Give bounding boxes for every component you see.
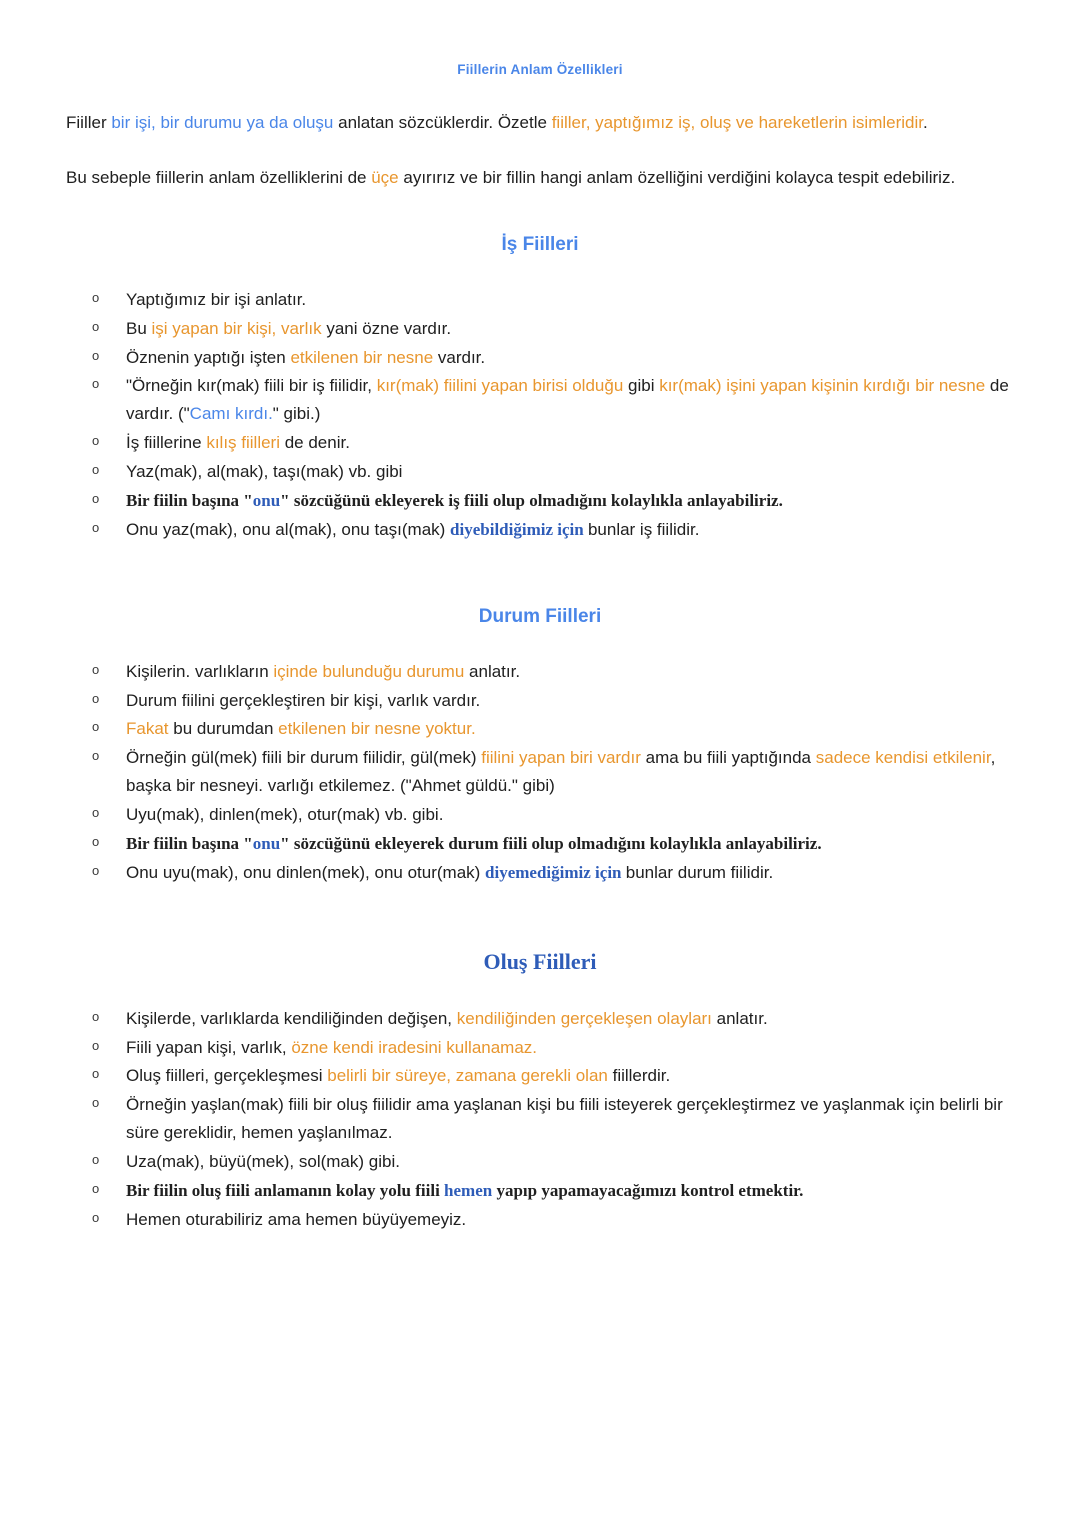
bullet-marker: o bbox=[92, 318, 100, 334]
text-run: Bir fiilin başına " bbox=[126, 490, 253, 510]
text-run: içinde bulunduğu durumu bbox=[273, 661, 470, 681]
text-run: etkilenen bir nesne bbox=[290, 347, 438, 367]
text-run: anlatır. bbox=[716, 1008, 768, 1028]
list-item bbox=[66, 801, 1014, 829]
text-run: yani özne vardır. bbox=[326, 318, 452, 338]
list-item bbox=[66, 859, 1014, 887]
bullet-marker: o bbox=[92, 748, 100, 764]
bullet-list bbox=[66, 286, 1014, 544]
bullet-marker: o bbox=[92, 433, 100, 449]
list-item bbox=[66, 1206, 1014, 1234]
text-run: Yaz(mak), al(mak), taşı(mak) vb. gibi bbox=[126, 462, 403, 481]
section-durum-fiilleri bbox=[66, 606, 1014, 887]
text-run: Yaptığımız bir işi anlatır. bbox=[126, 289, 307, 309]
text-run: İş fiillerine bbox=[126, 433, 207, 453]
list-item bbox=[66, 1005, 1014, 1033]
list-item bbox=[66, 715, 1014, 743]
text-run: Bir fiilin başına " bbox=[126, 833, 253, 853]
text-run: yapıp yapamayacağımızı kontrol etmektir. bbox=[492, 1180, 804, 1200]
bullet-marker: o bbox=[92, 661, 100, 677]
text-run: sadece kendisi etkilenir bbox=[815, 748, 991, 768]
list-item bbox=[66, 1062, 1014, 1090]
text-run: diyemediğimiz için bbox=[485, 862, 626, 882]
text-run: , başka bir nesneyi. varlığı etkilemez. ("Ahmet güldü." gibi) bbox=[126, 748, 1001, 796]
text-run: de denir. bbox=[284, 433, 350, 453]
list-item-text bbox=[126, 376, 1014, 423]
list-item-text bbox=[126, 863, 773, 882]
section-heading: Oluş Fiilleri bbox=[483, 948, 597, 974]
text-run: Oluş fiilleri, gerçekleşmesi bbox=[126, 1066, 328, 1086]
list-item bbox=[66, 1034, 1014, 1062]
section-heading: İş Fiilleri bbox=[501, 233, 579, 255]
text-run: " sözcüğünü ekleyerek iş fiili olup olmadığını kolaylıkla anlayabiliriz. bbox=[280, 490, 783, 510]
bullet-marker: o bbox=[92, 1008, 100, 1024]
text-run: Örneğin yaşlan(mak) fiili bir oluş fiilidir ama yaşlanan kişi bu fiili isteyerek gerçekleştirmez ve yaşlanmak için belirli bir süre gereklidir, hemen yaşlanılmaz. bbox=[126, 1095, 1008, 1143]
list-item-text bbox=[126, 1038, 537, 1057]
bullet-marker: o bbox=[92, 347, 100, 363]
list-item-text bbox=[126, 433, 350, 452]
text-run: Camı kırdı. bbox=[189, 404, 273, 424]
bullet-marker: o bbox=[92, 376, 100, 392]
bullet-marker: o bbox=[92, 1152, 100, 1167]
bullet-marker: o bbox=[92, 833, 100, 849]
text-run: de vardır. (" bbox=[126, 376, 1014, 424]
list-item bbox=[66, 315, 1014, 343]
text-run: vardır. bbox=[437, 347, 486, 367]
text-run: fiillerdir. bbox=[612, 1066, 671, 1086]
bullet-marker: o bbox=[92, 1095, 100, 1111]
list-item-text bbox=[126, 290, 306, 309]
text-run: bu durumdan bbox=[173, 719, 279, 739]
bullet-marker: o bbox=[92, 719, 100, 735]
list-item-text bbox=[126, 319, 451, 338]
text-run: Kişilerde, varlıklarda kendiliğinden değişen, bbox=[126, 1008, 457, 1028]
text-run: fiilini yapan biri vardır bbox=[481, 748, 646, 768]
text-run: fiiller, yaptığımız iş, oluş ve hareketlerin isimleridir bbox=[551, 113, 923, 132]
list-item-text bbox=[126, 462, 402, 481]
bullet-marker: o bbox=[92, 805, 100, 820]
text-run: Fakat bbox=[126, 719, 174, 739]
list-item bbox=[66, 487, 1014, 515]
list-item bbox=[66, 687, 1014, 715]
document-title: Fiillerin Anlam Özellikleri bbox=[457, 62, 623, 77]
bullet-marker: o bbox=[92, 490, 100, 506]
list-item-text bbox=[126, 1152, 400, 1171]
bullet-marker: o bbox=[92, 462, 100, 477]
bullet-list bbox=[66, 1005, 1014, 1234]
text-run: Onu uyu(mak), onu dinlen(mek), onu otur(mak) bbox=[126, 862, 486, 882]
bullet-marker: o bbox=[92, 1209, 100, 1225]
text-run: Hemen oturabiliriz ama hemen büyüyemeyiz. bbox=[126, 1209, 467, 1229]
text-run: Bir fiilin oluş fiili anlamanın kolay yolu fiili bbox=[126, 1180, 445, 1200]
list-item bbox=[66, 516, 1014, 544]
text-run: bunlar durum fiilidir. bbox=[625, 862, 774, 882]
text-run: kılış fiilleri bbox=[206, 433, 285, 453]
list-item-text bbox=[126, 748, 1000, 795]
document-content bbox=[66, 109, 1014, 1234]
text-run: anlatan sözcüklerdir. Özetle bbox=[338, 113, 552, 132]
text-run: üçe bbox=[371, 167, 404, 187]
text-run: belirli bir süreye, zamana gerekli olan bbox=[327, 1066, 613, 1086]
list-item-text bbox=[126, 491, 783, 510]
text-run: Kişilerin. varlıkların bbox=[126, 661, 274, 681]
list-item bbox=[66, 830, 1014, 858]
list-item-text bbox=[126, 1181, 803, 1200]
bullet-marker: o bbox=[92, 1066, 100, 1082]
intro-paragraph bbox=[66, 164, 1014, 192]
text-run: Öznenin yaptığı işten bbox=[126, 347, 291, 367]
text-run: Durum fiilini gerçekleştiren bir kişi, varlık vardır. bbox=[126, 690, 481, 710]
list-item bbox=[66, 1148, 1014, 1176]
list-item bbox=[66, 458, 1014, 486]
text-run: kır(mak) işini yapan kişinin kırdığı bir nesne bbox=[659, 376, 990, 396]
text-run: özne kendi iradesini kullanamaz. bbox=[291, 1037, 538, 1057]
text-run: onu bbox=[252, 490, 281, 510]
list-item-text bbox=[126, 1095, 1007, 1142]
list-item-text bbox=[126, 662, 520, 681]
text-run: anlatır. bbox=[469, 661, 521, 681]
text-run: Uza(mak), büyü(mek), sol(mak) gibi. bbox=[126, 1152, 400, 1171]
text-run: Fiiller bbox=[66, 113, 112, 132]
text-run: Örneğin gül(mek) fiili bir durum fiilidir, gül(mek) bbox=[126, 748, 482, 768]
section-is-fiilleri bbox=[66, 234, 1014, 544]
bullet-marker: o bbox=[92, 519, 100, 535]
text-run: Fiili yapan kişi, varlık, bbox=[126, 1037, 292, 1057]
text-run: Uyu(mak), dinlen(mek), otur(mak) vb. gibi. bbox=[126, 805, 444, 824]
text-run: Onu yaz(mak), onu al(mak), onu taşı(mak) bbox=[126, 519, 451, 539]
list-item-text bbox=[126, 834, 822, 853]
list-item-text bbox=[126, 1009, 768, 1028]
text-run: hemen bbox=[444, 1180, 493, 1200]
text-run: Bu sebeple fiillerin anlam özelliklerini de bbox=[66, 167, 372, 187]
list-item-text bbox=[126, 719, 476, 738]
text-run: diyebildiğimiz için bbox=[450, 519, 588, 539]
text-run: bunlar iş fiilidir. bbox=[587, 519, 700, 539]
list-item bbox=[66, 372, 1014, 428]
text-run: işi yapan bir kişi, varlık bbox=[151, 318, 327, 338]
list-item-text bbox=[126, 1066, 670, 1085]
list-item-text bbox=[126, 348, 485, 367]
list-item bbox=[66, 344, 1014, 372]
text-run: . bbox=[922, 113, 928, 132]
bullet-marker: o bbox=[92, 690, 100, 706]
list-item bbox=[66, 1177, 1014, 1205]
bullet-marker: o bbox=[92, 1180, 100, 1196]
text-run: " sözcüğünü ekleyerek durum fiili olup olmadığını kolaylıkla anlayabiliriz. bbox=[280, 833, 822, 853]
bullet-marker: o bbox=[92, 289, 100, 305]
bullet-list bbox=[66, 658, 1014, 887]
list-item-text bbox=[126, 691, 480, 710]
list-item bbox=[66, 658, 1014, 686]
text-run: kendiliğinden gerçekleşen olayları bbox=[456, 1008, 717, 1028]
list-item-text bbox=[126, 520, 699, 539]
section-olus-fiilleri bbox=[66, 949, 1014, 1234]
text-run: gibi bbox=[628, 376, 660, 396]
list-item bbox=[66, 1091, 1014, 1147]
text-run: bir işi, bir durumu ya da oluşu bbox=[111, 113, 339, 132]
list-item bbox=[66, 286, 1014, 314]
section-heading: Durum Fiilleri bbox=[478, 605, 602, 627]
bullet-marker: o bbox=[92, 1037, 100, 1053]
text-run: " gibi.) bbox=[272, 404, 321, 424]
text-run: ayırırız ve bir fillin hangi anlam özelliğini verdiğini kolayca tespit edebiliriz. bbox=[403, 167, 956, 187]
bullet-marker: o bbox=[92, 862, 100, 878]
list-item-text bbox=[126, 1210, 466, 1229]
text-run: kır(mak) fiilini yapan birisi olduğu bbox=[376, 376, 629, 396]
list-item-text bbox=[126, 805, 443, 824]
intro-paragraph bbox=[66, 109, 1014, 137]
text-run: etkilenen bir nesne yoktur. bbox=[278, 719, 476, 739]
text-run: "Örneğin kır(mak) fiili bir iş fiilidir, bbox=[126, 376, 377, 396]
list-item bbox=[66, 744, 1014, 800]
list-item bbox=[66, 429, 1014, 457]
text-run: Bu bbox=[126, 318, 152, 338]
text-run: onu bbox=[252, 833, 281, 853]
text-run: ama bu fiili yaptığında bbox=[645, 748, 816, 768]
